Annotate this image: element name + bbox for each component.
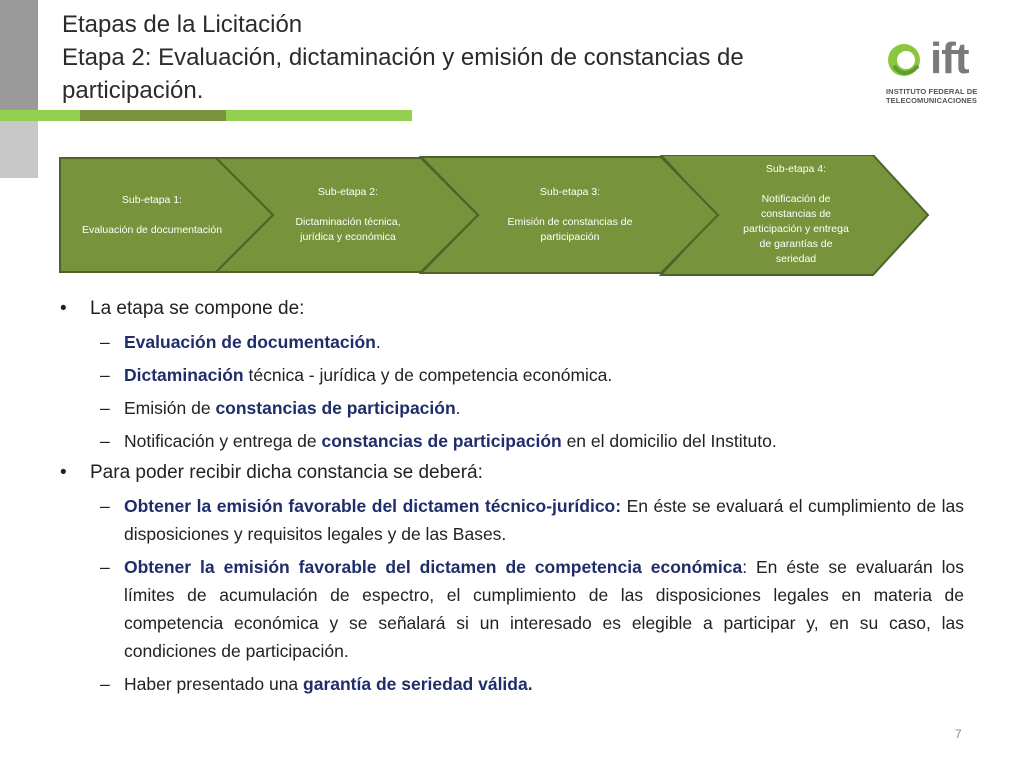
sub-item-4 [60,427,964,455]
sub-item-3 [60,394,964,422]
sub-item-6 [60,553,964,665]
left-decor-bar-light [0,114,38,178]
page-number: 7 [955,727,962,741]
sub-item-2-bold: Dictaminación [124,365,244,385]
bullet-requirements: • Para poder recibir dicha constancia se deberá: [60,460,964,486]
accent-bar-1 [0,110,80,121]
sub-item-3-bold: constancias de participación [215,398,456,418]
sub-item-1 [60,328,964,356]
title-line-1: Etapas de la Licitación [62,11,303,38]
sub-item-6-text: : En éste se evaluarán los límites de acumulación de espectro, el cumplimiento de las disposiciones legales en materia de competencia económica y se señalará si un interesado es elegible a participar y, en su caso, las condiciones de participación. [124,557,965,661]
logo-subtitle-line-2: TELECOMUNICACIONES [886,96,977,105]
logo-subtitle-line-1: INSTITUTO FEDERAL DE [886,87,978,96]
logo-subtitle [886,87,977,105]
sub-item-7-pre: Haber presentado una [124,674,304,694]
sub-item-4-bold: constancias de participación [321,431,562,451]
sub-item-2-text: técnica - jurídica y de competencia económica. [243,365,613,385]
sub-item-2 [60,361,964,389]
sub-item-7 [60,670,964,698]
content-body [60,296,964,703]
sub-item-4-pre: Notificación y entrega de [124,431,322,451]
logo-word: ift [930,34,969,83]
sub-item-1-text: . [375,332,381,352]
sub-item-4-text: en el domicilio del Instituto. [561,431,777,451]
sub-item-7-bold: garantía de seriedad válida. [303,674,533,694]
sub-item-6-bold: Obtener la emisión favorable del dictamen de competencia económica [124,557,743,577]
title-line-2: Etapa 2: Evaluación, dictaminación y emisión de constancias de participación. [62,44,744,104]
left-decor-bar [0,0,38,114]
step-label-3: Sub-etapa 3: Emisión de constancias de participación [507,186,633,243]
step-label-4: Sub-etapa 4: Notificación de constancias de participación y entrega de garantías de seriedad [743,163,849,265]
slide-title [62,8,822,107]
sub-item-5 [60,492,964,548]
accent-bar-2 [80,110,226,121]
process-diagram [58,155,932,277]
step-label-2: Sub-etapa 2: Dictaminación técnica, jurídica y económica [295,186,401,243]
sub-item-5-bold: Obtener la emisión favorable del dictamen técnico-jurídico: [124,496,622,516]
sub-item-3-pre: Emisión de [124,398,216,418]
step-label-1: Sub-etapa 1: Evaluación de documentación [81,194,223,236]
accent-bar-3 [226,110,412,121]
sub-item-3-text: . [455,398,461,418]
sub-item-5-text: En éste se evaluará el cumplimiento de las disposiciones y requisitos legales y de las Bases. [124,496,964,544]
sub-item-1-bold: Evaluación de documentación [124,332,376,352]
bullet-compose: • La etapa se compone de: [60,296,964,322]
